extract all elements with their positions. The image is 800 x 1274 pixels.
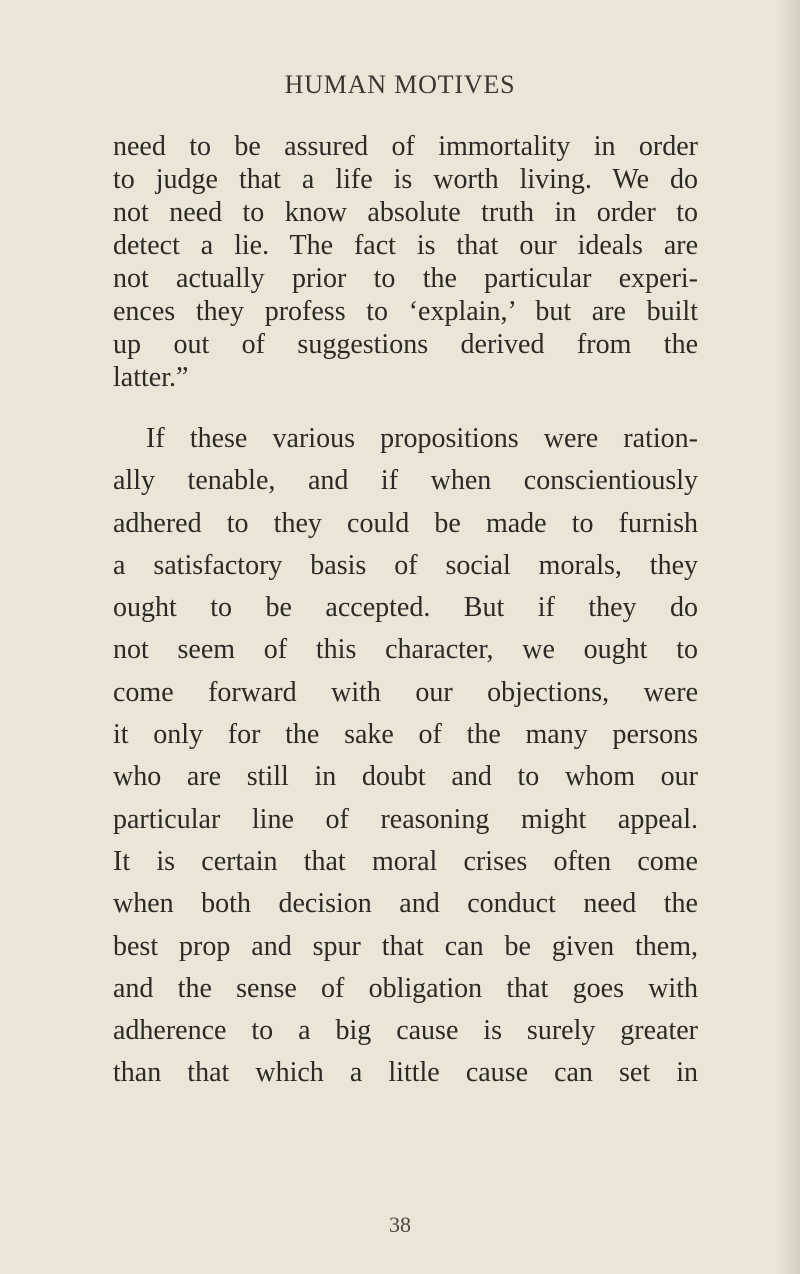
text-line: who are still in doubt and to whom our (113, 761, 698, 793)
quoted-paragraph (113, 130, 698, 394)
text-line: If these various propositions were ration- (146, 423, 698, 454)
text-line: a satisfactory basis of social morals, they (113, 549, 698, 581)
text-line: ally tenable, and if when conscientiously (113, 465, 698, 497)
text-line: adhered to they could be made to furnish (113, 507, 698, 539)
text-line: up out of suggestions derived from the (113, 329, 698, 360)
text-line: to judge that a life is worth living. We do (113, 164, 698, 195)
text-line: detect a lie. The fact is that our ideals are (113, 230, 698, 261)
text-line: than that which a little cause can set in (113, 1057, 698, 1089)
text-line: it only for the sake of the many persons (113, 719, 698, 751)
text-line: particular line of reasoning might appeal. (113, 803, 698, 835)
text-line: not need to know absolute truth in order to (113, 197, 698, 228)
text-line: when both decision and conduct need the (113, 888, 698, 920)
running-head: HUMAN MOTIVES (284, 70, 516, 99)
text-line: best prop and spur that can be given them, (113, 930, 698, 962)
text-line: It is certain that moral crises often come (113, 845, 698, 877)
text-line: come forward with our objections, were (113, 676, 698, 708)
text-line: not actually prior to the particular experi- (113, 263, 698, 294)
main-paragraph (113, 418, 698, 1095)
text-line: adherence to a big cause is surely greater (113, 1015, 698, 1047)
text-line: not seem of this character, we ought to (113, 634, 698, 666)
page-edge-shadow (778, 0, 800, 1274)
text-line: latter.” (113, 362, 189, 393)
page-number: 38 (389, 1212, 411, 1237)
text-line: ought to be accepted. But if they do (113, 592, 698, 624)
text-line: need to be assured of immortality in order (113, 131, 698, 162)
text-line: and the sense of obligation that goes with (113, 972, 698, 1004)
text-line: ences they profess to ‘explain,’ but are built (113, 296, 698, 327)
